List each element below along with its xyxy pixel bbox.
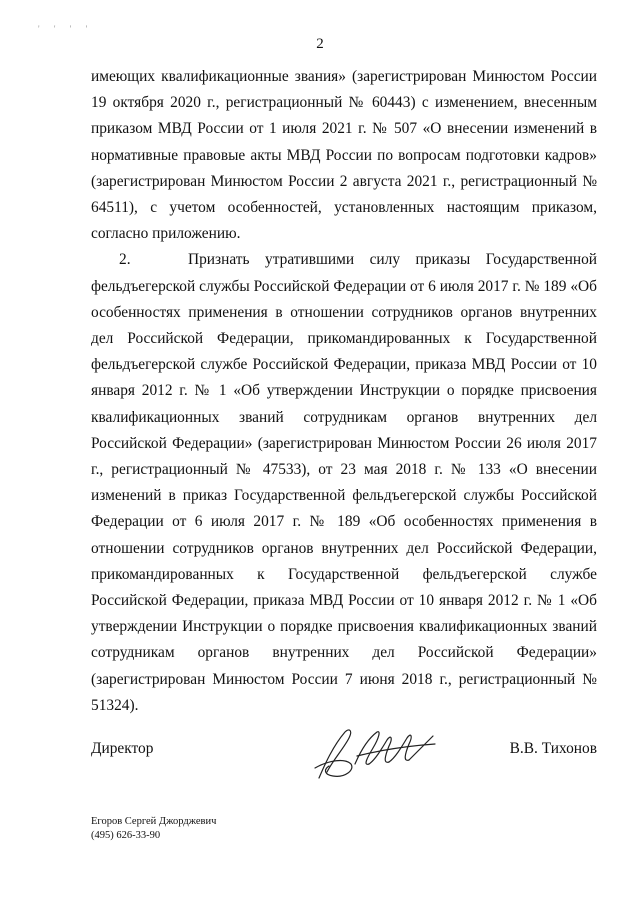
scan-mark: ' ' ' ': [38, 24, 94, 34]
executor-phone: (495) 626-33-90: [91, 830, 161, 841]
executor-name: Егоров Сергей Джорджевич: [91, 816, 217, 827]
executor-info: [91, 815, 216, 843]
signature-block: [91, 740, 597, 800]
page-number: 2: [316, 36, 324, 52]
signatory-title: Директор: [91, 740, 154, 757]
document-body: [91, 64, 597, 719]
signatory-name: В.В. Тихонов: [509, 740, 597, 757]
paragraph-item-2-text: Признать утратившими силу приказы Государственной фельдъегерской службы Российской Федерации от 6 июля 2017 г. № 189 «Об особенностях применения в отношении сотрудников органов внутренних дел Российской Федерации, прикомандированных к Государственной фельдъегерской службе Российской Федерации, приказа МВД России от 10 января 2012 г. № 1 «Об утверждении Инструкции о порядке присвоения квалификационных званий сотрудникам органов внутренних дел Российской Федерации» (зарегистрирован Минюстом России 26 июля 2017 г., регистрационный № 47533), от 23 мая 2018 г. № 133 «О внесении изменений в приказ Государственной фельдъегерской службы Российской Федерации от 6 июля 2017 г. № 189 «Об особенностях применения в отношении сотрудников органов внутренних дел Российской Федерации, прикомандированных к Государственной фельдъегерской службе Российской Федерации, приказа МВД России от 10 января 2012 г. № 1 «Об утверждении Инструкции о порядке присвоения квалификационных званий сотрудникам органов внутренних дел Российской Федерации» (зарегистрирован Минюстом России 7 июня 2018 г., регистрационный № 51324).: [91, 251, 597, 714]
handwritten-signature: [311, 720, 441, 782]
paragraph-item-2: [91, 247, 597, 719]
paragraph-continued: имеющих квалификационные звания» (зарегистрирован Минюстом России 19 октября 2020 г., регистрационный № 60443) с изменением, внесенным приказом МВД России от 1 июля 2021 г. № 507 «О внесении изменений в нормативные правовые акты МВД России по вопросам подготовки кадров» (зарегистрирован Минюстом России 2 августа 2021 г., регистрационный № 64511), с учетом особенностей, установленных настоящим приказом, согласно приложению.: [91, 68, 597, 243]
item-number: 2.: [119, 251, 131, 269]
